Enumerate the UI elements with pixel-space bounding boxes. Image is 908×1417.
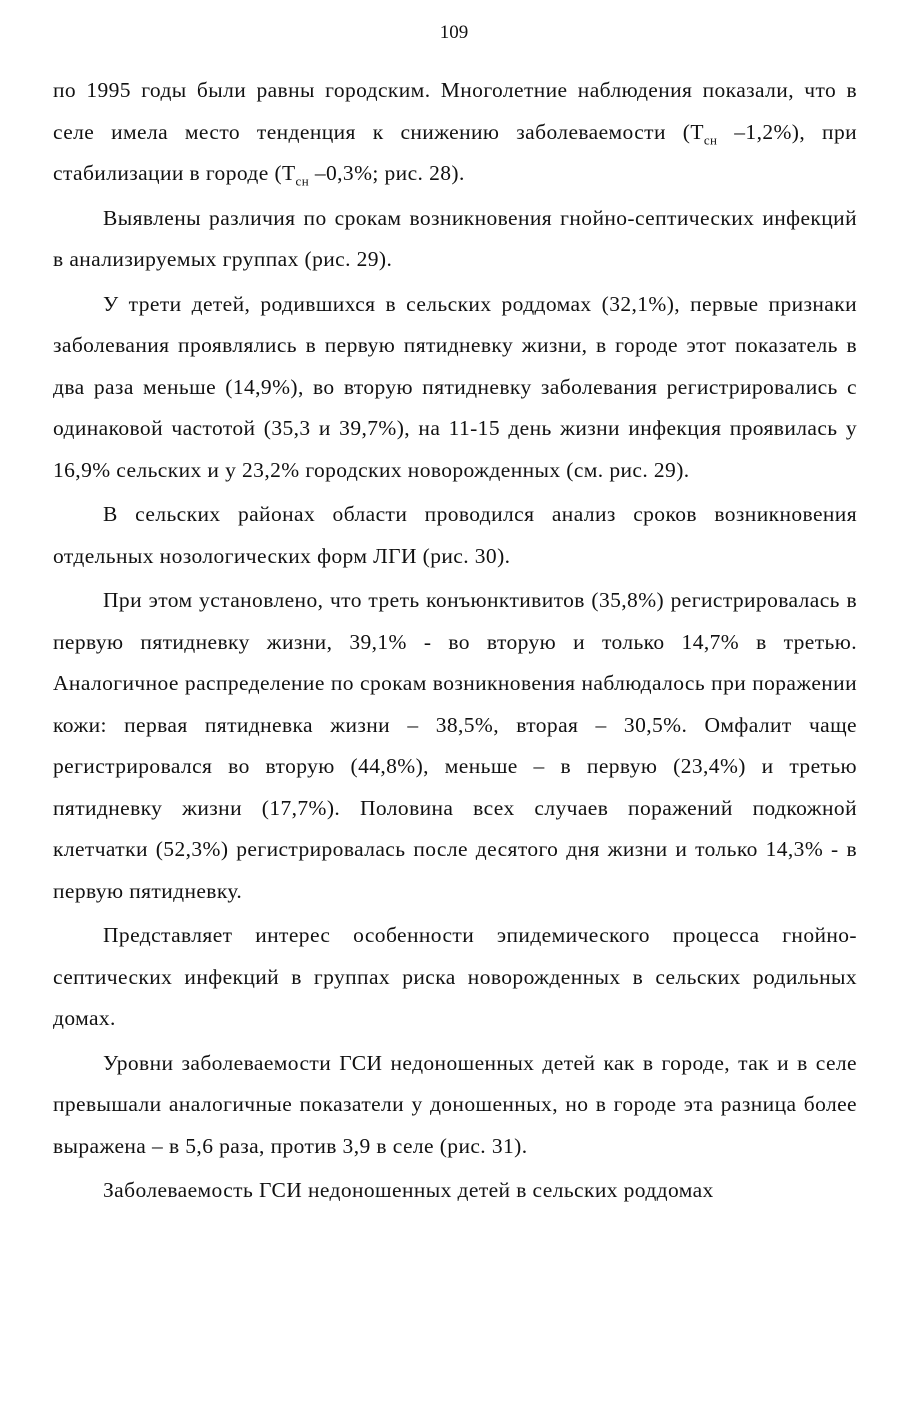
- paragraph-text: Выявлены различия по срокам возникновения гнойно-септических инфекций в анализируемых группах (рис. 29).: [53, 205, 857, 271]
- subscript-text: сн: [295, 173, 310, 189]
- paragraph-text: У трети детей, родившихся в сельских роддомах (32,1%), первые признаки заболевания проявлялись в первую пятидневку жизни, в городе этот показатель в два раза меньше (14,9%), во вторую пятидневку заболевания регистрировались с одинаковой частотой (35,3 и 39,7%), на 11-15 день жизни инфекция проявилась у 16,9% сельских и у 23,2% городских новорожденных (см. рис. 29).: [53, 291, 857, 482]
- paragraph-text: Уровни заболеваемости ГСИ недоношенных детей как в городе, так и в селе превышали аналогичные показатели у доношенных, но в городе эта разница более выражена – в 5,6 раза, против 3,9 в селе (рис. 31).: [53, 1050, 857, 1158]
- page-number: 109: [439, 22, 469, 43]
- paragraph-text: Представляет интерес особенности эпидемического процесса гнойно-септических инфекций в группах риска новорожденных в сельских родильных домах.: [53, 923, 857, 1030]
- paragraph-text: При этом установлено, что треть конъюнктивитов (35,8%) регистрировалась в первую пятидневку жизни, 39,1% - во вторую и только 14,7% в третью. Аналогичное распределение по срокам возникновения наблюдалось при поражении кожи: первая пятидневка жизни – 38,5%, вторая – 30,5%. Омфалит чаще регистрировался во вторую (44,8%), меньше – в первую (23,4%) и третью пятидневку жизни (17,7%). Половина всех случаев поражений подкожной клетчатки (52,3%) регистрировалась после десятого дня жизни и только 14,3% - в первую пятидневку.: [53, 588, 857, 903]
- paragraph-2: [53, 198, 857, 281]
- paragraph-3: [53, 284, 857, 492]
- subscript-text: сн: [703, 131, 718, 147]
- body-text: [53, 70, 857, 1212]
- paragraph-4: [53, 494, 857, 577]
- paragraph-text: В сельских районах области проводился анализ сроков возникновения отдельных нозологических форм ЛГИ (рис. 30).: [53, 502, 857, 568]
- paragraph-text: –0,3%; рис. 28).: [309, 161, 465, 185]
- paragraph-8: [53, 1170, 857, 1212]
- paragraph-7: [53, 1043, 857, 1168]
- paragraph-text: Заболеваемость ГСИ недоношенных детей в сельских роддомах: [103, 1178, 714, 1202]
- paragraph-text: по 1995 годы были равны городским. Многолетние наблюдения показали, что в селе имела место тенденция к снижению заболеваемости (Т: [53, 78, 857, 144]
- paragraph-1: [53, 70, 857, 195]
- paragraph-6: [53, 915, 857, 1040]
- paragraph-5: [53, 580, 857, 912]
- paragraph-text: –1,2%), при стабилизации в городе (Т: [53, 119, 857, 185]
